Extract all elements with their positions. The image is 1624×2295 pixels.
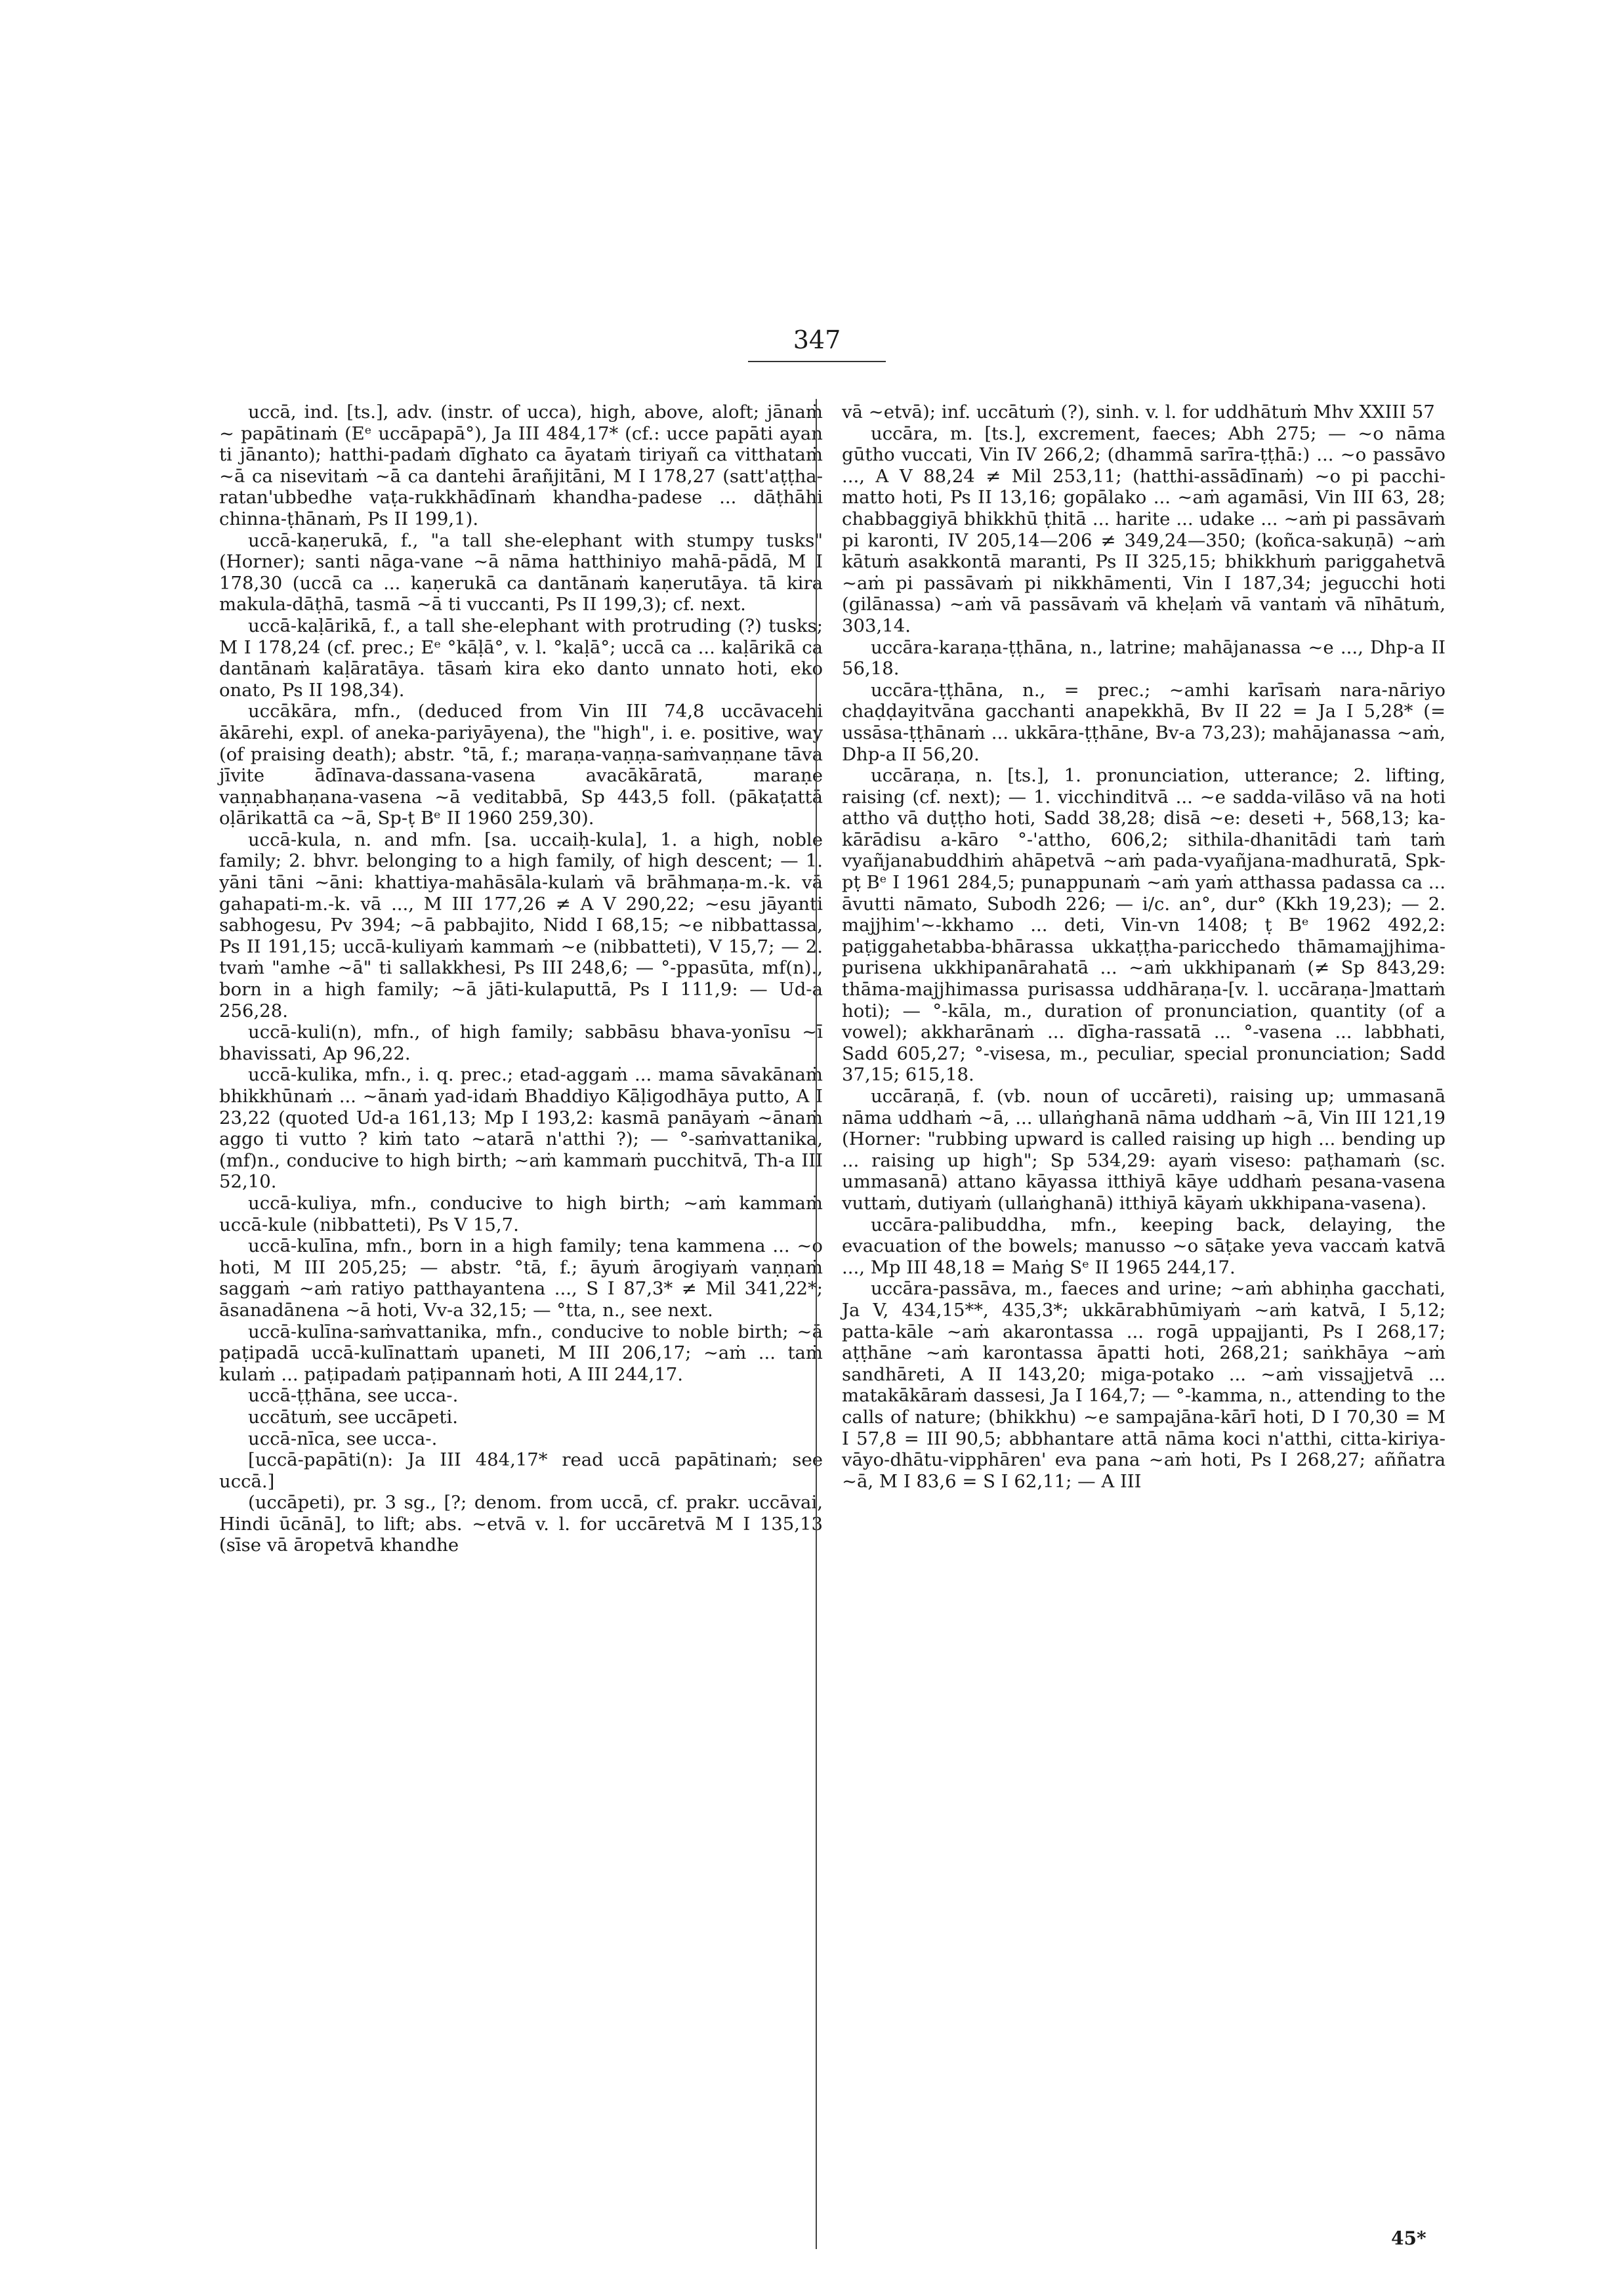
- entry-uccara: uccāra, m. [ts.], excrement, faeces; Abh 275; — ~o nāma gūtho vuccati, Vin IV 266,2; (dhammā sarīra-ṭṭhā:) ... ~o passāvo ..., A V 88,24 ≠ Mil 253,11; (hatthi-assādīnaṁ) ~o pi pacchi-matto hoti, Ps II 13,16; gopālako ... ~aṁ agamāsi, Vin III 63, 28; chabbaggiyā bhikkhū ṭhitā ... harite ... udake ... ~aṁ pi passāvaṁ pi karonti, IV 205,14—206 ≠ 349,24—350; (koñca-sakuṇā) ~aṁ kātuṁ asakkontā maranti, Ps II 325,15; bhikkhuṁ pariggahetvā ~aṁ pi passāvaṁ pi nikkhāmenti, Vin I 187,34; jegucchi hoti (gilānassa) ~aṁ vā passāvaṁ vā kheḷaṁ vā vantaṁ vā nīhātuṁ, 303,14.: [842, 423, 1446, 636]
- entry-uccara-palibuddha: uccāra-palibuddha, mfn., keeping back, delaying, the evacuation of the bowels; manusso ~o sāṭake yeva vaccaṁ katvā ..., Mp III 48,18 = Maṅg Sᵉ II 1965 244,17.: [842, 1214, 1446, 1278]
- entry-uccarana: uccāraṇa, n. [ts.], 1. pronunciation, utterance; 2. lifting, raising (cf. next); — 1. vicchinditvā ... ~e sadda-vilāso vā na hoti attho vā duṭṭho hoti, Sadd 38,28; disā ~e: deseti +, 568,13; ka-kārādisu a-kāro °-'attho, 606,2; sithila-dhanitādi taṁ taṁ vyañjanabuddhiṁ ahāpetvā ~aṁ pada-vyañjana-madhuratā, Spk-pṭ Bᵉ I 1961 284,5; punappunaṁ ~aṁ yaṁ atthassa padassa ca ... āvutti nāmato, Subodh 226; — i/c. an°, dur° (Kkh 19,23); — 2. majjhim'~-kkhamo ... deti, Vin-vn 1408; ṭ Bᵉ 1962 492,2: paṭiggahetabba-bhārassa ukkaṭṭha-paricchedo thāmamajjhima-purisena ukkhipanārahatā ... ~aṁ ukkhipanaṁ (≠ Sp 843,29: thāma-majjhimassa purisassa uddhāraṇa-[v. l. uccāraṇa-]mattaṁ hoti); — °-kāla, m., duration of pronunciation, quantity (of a vowel); akkharānaṁ ... dīgha-rassatā ... °-vasena ... labbhati, Sadd 605,27; °-visesa, m., peculiar, special pronunciation; Sadd 37,15; 615,18.: [842, 765, 1446, 1086]
- entry-ucca-nica: uccā-nīca, see ucca-.: [248, 1428, 438, 1449]
- entry-uccarana-f: uccāraṇā, f. (vb. noun of uccāreti), raising up; ummasanā nāma uddhaṁ ~ā, ... ullaṅghanā nāma uddhaṁ ~ā, Vin III 121,19 (Horner: "rubbing upward is called raising up high ... bending up ... raising up high"; Sp 534,29: ayaṁ viseso: paṭhamaṁ (sc. ummasanā) attano kāyassa itthiyā kāye uddhaṁ pesana-vasena vuttaṁ, dutiyaṁ (ullaṅghanā) itthiyā kāyaṁ ukkhipana-vasena).: [842, 1086, 1446, 1214]
- left-column: [219, 402, 823, 1556]
- entry-ucca-kulina-samvattanika: uccā-kulīna-saṁvattanika, mfn., conducive to noble birth; ~ā paṭipadā uccā-kulīnattaṁ upaneti, M III 206,17; ~aṁ ... taṁ kulaṁ ... paṭipadaṁ paṭipannaṁ hoti, A III 244,17.: [219, 1321, 823, 1385]
- entry-uccara-karana-tthana: uccāra-karaṇa-ṭṭhāna, n., latrine; mahājanassa ~e ..., Dhp-a II 56,18.: [842, 636, 1446, 680]
- entry-ucca-kalarika: uccā-kaḷārikā, f., a tall she-elephant with protruding (?) tusks; M I 178,24 (cf. prec.; Eᵉ °kāḷā°, v. l. °kaḷā°; uccā ca ... kaḷārikā ca dantānaṁ kaḷāratāya. tāsaṁ kira eko danto unnato hoti, eko onato, Ps II 198,34).: [219, 615, 823, 701]
- entry-ucca-kulika: uccā-kulika, mfn., i. q. prec.; etad-aggaṁ ... mama sāvakānaṁ bhikkhūnaṁ ... ~ānaṁ yad-idaṁ Bhaddiyo Kāḷigodhāya putto, A I 23,22 (quoted Ud-a 161,13; Mp I 193,2: kasmā panāyaṁ ~ānaṁ aggo ti vutto ? kiṁ tato ~atarā n'atthi ?); — °-saṁvattanika, (mf)n., conducive to high birth; ~aṁ kammaṁ pucchitvā, Th-a III 52,10.: [219, 1064, 823, 1193]
- signature-mark: 45*: [1391, 2227, 1426, 2249]
- entry-uccara-passava: uccāra-passāva, m., faeces and urine; ~aṁ abhiṇha gacchati, Ja V, 434,15**, 435,3*; ukkārabhūmiyaṁ ~aṁ katvā, I 5,12; patta-kāle ~aṁ akarontassa ... rogā uppajjanti, Ps I 268,17; aṭṭhāne ~aṁ karontassa āpatti hoti, 268,21; saṅkhāya ~aṁ sandhāreti, A II 143,20; miga-potako ... ~aṁ vissajjetvā ... matakākāraṁ dassesi, Ja I 164,7; — °-kamma, n., attending to the calls of nature; (bhikkhu) ~e sampajāna-kārī hoti, D I 70,30 = M I 57,8 = III 90,5; abbhantare attā nāma koci n'atthi, citta-kiriya-vāyo-dhātu-vipphāren' eva pana ~aṁ hoti, Ps I 268,27; aññatra ~ā, M I 83,6 = S I 62,11; — A III: [842, 1278, 1446, 1492]
- entry-ucca: uccā, ind. [ts.], adv. (instr. of ucca), high, above, aloft; jānaṁ ~ papātinaṁ (Eᵉ uccāpapā°), Ja III 484,17* (cf.: ucce papāti ayan ti jānanto); hatthi-padaṁ dīghato ca āyataṁ tiriyañ ca vitthataṁ ~ā ca nisevitaṁ ~ā ca dantehi ārañjitāni, M I 178,27 (satt'aṭṭha-ratan'ubbedhe vaṭa-rukkhādīnaṁ khandha-padese ... dāṭhāhi chinna-ṭhānaṁ, Ps II 199,1).: [219, 402, 823, 529]
- column-divider: [816, 399, 817, 2249]
- entry-ucca-tthana: uccā-ṭṭhāna, see ucca-.: [248, 1385, 459, 1407]
- entry-ucca-kuliya: uccā-kuliya, mfn., conducive to high birth; ~aṁ kammaṁ uccā-kule (nibbatteti), Ps V 15,7.: [219, 1192, 823, 1235]
- page-number: 347: [793, 325, 841, 354]
- entry-uccakara: uccākāra, mfn., (deduced from Vin III 74,8 uccāvacehi ākārehi, expl. of aneka-pariyāyena), the "high", i. e. positive, way (of praising death); abstr. °tā, f.; maraṇa-vaṇṇa-saṁvaṇṇane tāva jīvite ādīnava-dassana-vasena avacākāratā, maraṇe vaṇṇabhaṇana-vasena ~ā veditabbā, Sp 443,5 foll. (pākaṭattā oḷārikattā ca ~ā, Sp-ṭ Bᵉ II 1960 259,30).: [219, 701, 823, 829]
- entry-ucca-kula: uccā-kula, n. and mfn. [sa. uccaiḥ-kula], 1. a high, noble family; 2. bhvr. belonging to a high family, of high descent; — 1. yāni tāni ~āni: khattiya-mahāsāla-kulaṁ vā brāhmaṇa-m.-k. vā gahapati-m.-k. vā ..., M III 177,26 ≠ A V 290,22; ~esu jāyanti sabhogesu, Pv 394; ~ā pabbajito, Nidd I 68,15; ~e nibbattassa, Ps II 191,15; uccā-kuliyaṁ kammaṁ ~e (nibbatteti), V 15,7; — 2. tvaṁ "amhe ~ā" ti sallakkhesi, Ps III 248,6; — °-ppasūta, mf(n)., born in a high family; ~ā jāti-kulaputtā, Ps I 111,9: — Ud-a 256,28.: [219, 829, 823, 1022]
- right-column: [842, 402, 1446, 1492]
- entry-ucca-papatin: [uccā-papāti(n): Ja III 484,17* read uccā papātinaṁ; see uccā.]: [219, 1449, 823, 1492]
- entry-uccapeti-continued: vā ~etvā); inf. uccātuṁ (?), sinh. v. l. for uddhātuṁ Mhv XXIII 57: [842, 402, 1435, 423]
- page-number-rule: [748, 361, 886, 362]
- entry-ucca-kulina: uccā-kulīna, mfn., born in a high family; tena kammena ... ~o hoti, M III 205,25; — abstr. °tā, f.; āyuṁ ārogiyaṁ vaṇṇaṁ saggaṁ ~aṁ ratiyo patthayantena ..., S I 87,3* ≠ Mil 341,22*; āsanadānena ~ā hoti, Vv-a 32,15; — °tta, n., see next.: [219, 1235, 823, 1321]
- entry-uccapeti: (uccāpeti), pr. 3 sg., [?; denom. from uccā, cf. prakr. uccāvai, Hindi ūcānā], to lift; abs. ~etvā v. l. for uccāretvā M I 135,13 (sīse vā āropetvā khandhe: [219, 1492, 823, 1556]
- entry-uccatum: uccātuṁ, see uccāpeti.: [248, 1406, 459, 1428]
- entry-ucca-kulin: uccā-kuli(n), mfn., of high family; sabbāsu bhava-yonīsu ~ī bhavissati, Ap 96,22.: [219, 1022, 823, 1064]
- entry-uccara-tthana: uccāra-ṭṭhāna, n., = prec.; ~amhi karīsaṁ nara-nāriyo chaḍḍayitvāna gacchanti anapekkhā, Bv II 22 = Ja I 5,28* (= ussāsa-ṭṭhānaṁ ... ukkāra-ṭṭhāne, Bv-a 73,23); mahājanassa ~aṁ, Dhp-a II 56,20.: [842, 679, 1446, 765]
- entry-ucca-kaneruka: uccā-kaṇerukā, f., "a tall she-elephant with stumpy tusks" (Horner); santi nāga-vane ~ā nāma hatthiniyo mahā-pādā, M I 178,30 (uccā ca ... kaṇerukā ca dantānaṁ kaṇerutāya. tā kira makula-dāṭhā, tasmā ~ā ti vuccanti, Ps II 199,3); cf. next.: [219, 529, 823, 615]
